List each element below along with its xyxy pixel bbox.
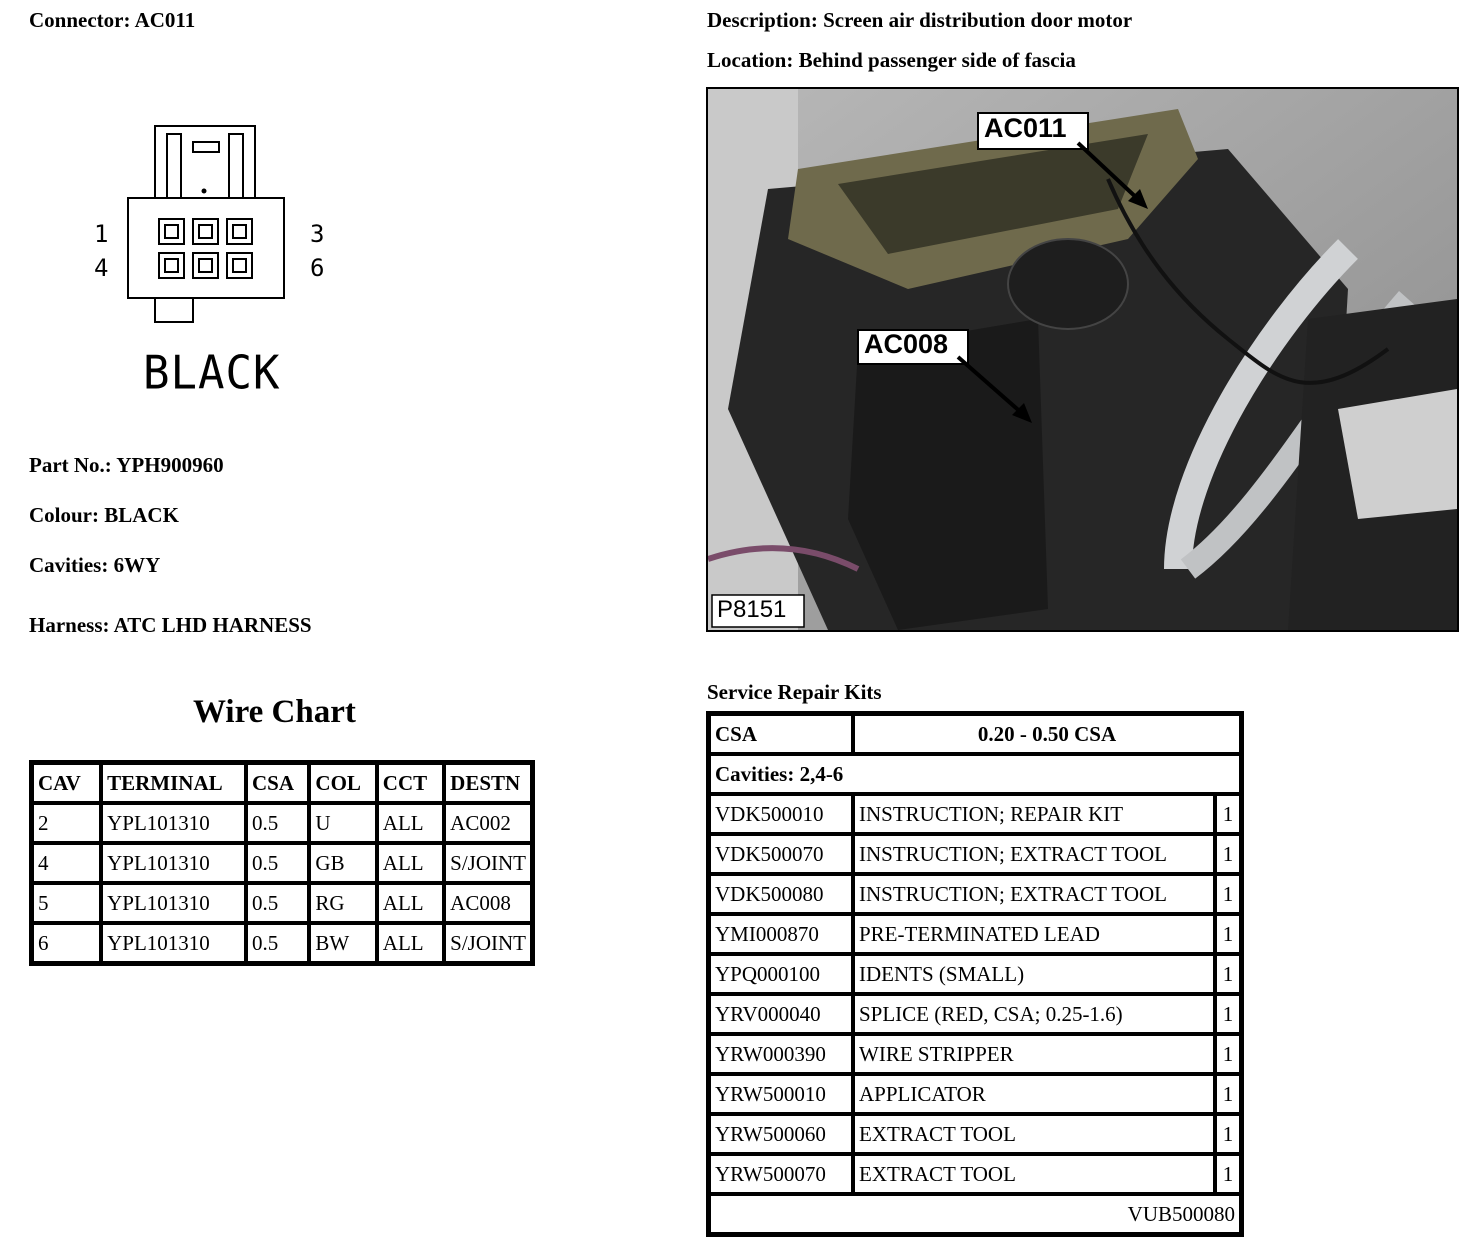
header-cct: CCT <box>377 763 444 803</box>
kit-qty: 1 <box>1215 1034 1241 1074</box>
table-row <box>709 794 1241 834</box>
kit-part: YRW500010 <box>709 1074 853 1114</box>
pin-label-3: 3 <box>310 220 325 248</box>
kit-desc: IDENTS (SMALL) <box>853 954 1215 994</box>
kit-qty: 1 <box>1215 1114 1241 1154</box>
cell-cav: 4 <box>32 843 101 883</box>
table-row <box>709 1154 1241 1194</box>
csa-label: CSA <box>709 714 853 754</box>
location-photo <box>706 87 1459 632</box>
pin-label-4: 4 <box>94 254 109 282</box>
cell-terminal: YPL101310 <box>101 883 246 923</box>
header-csa: CSA <box>246 763 309 803</box>
table-row <box>709 1114 1241 1154</box>
service-kits-table <box>706 711 1244 1237</box>
pin-label-1: 1 <box>94 220 109 248</box>
description-label: Description: Screen air distribution door motor <box>707 8 1133 32</box>
cell-destn: S/JOINT <box>444 843 532 883</box>
cell-cav: 5 <box>32 883 101 923</box>
table-row <box>709 1074 1241 1114</box>
table-row <box>32 883 532 923</box>
cell-terminal: YPL101310 <box>101 843 246 883</box>
kit-part: VDK500080 <box>709 874 853 914</box>
kits-footer-row <box>709 1194 1241 1234</box>
cell-col: BW <box>309 923 376 963</box>
kit-qty: 1 <box>1215 834 1241 874</box>
service-kits-title: Service Repair Kits <box>707 680 882 704</box>
kit-qty: 1 <box>1215 1154 1241 1194</box>
connector-label: Connector: AC011 <box>29 8 196 32</box>
wire-chart-title: Wire Chart <box>193 694 356 730</box>
table-row <box>709 994 1241 1034</box>
kit-number: VUB500080 <box>709 1194 1241 1234</box>
table-row <box>32 923 532 963</box>
cell-cct: ALL <box>377 803 444 843</box>
kits-cavities-row <box>709 754 1241 794</box>
cavities: Cavities: 6WY <box>29 553 161 577</box>
header-terminal: TERMINAL <box>101 763 246 803</box>
pin-label-6: 6 <box>310 254 325 282</box>
kit-desc: EXTRACT TOOL <box>853 1114 1215 1154</box>
kit-qty: 1 <box>1215 794 1241 834</box>
cell-destn: S/JOINT <box>444 923 532 963</box>
kit-desc: INSTRUCTION; EXTRACT TOOL <box>853 874 1215 914</box>
kit-desc: SPLICE (RED, CSA; 0.25-1.6) <box>853 994 1215 1034</box>
table-row <box>709 954 1241 994</box>
table-row <box>709 1034 1241 1074</box>
cell-csa: 0.5 <box>246 803 309 843</box>
kit-qty: 1 <box>1215 874 1241 914</box>
kit-part: YRW500060 <box>709 1114 853 1154</box>
wire-chart-table <box>29 760 535 966</box>
kit-part: YPQ000100 <box>709 954 853 994</box>
connector-color-text: BLACK <box>143 346 281 401</box>
kit-qty: 1 <box>1215 914 1241 954</box>
cell-terminal: YPL101310 <box>101 923 246 963</box>
location-label: Location: Behind passenger side of fascia <box>707 48 1076 72</box>
kit-part: YRW000390 <box>709 1034 853 1074</box>
cell-terminal: YPL101310 <box>101 803 246 843</box>
kit-desc: WIRE STRIPPER <box>853 1034 1215 1074</box>
cell-cct: ALL <box>377 923 444 963</box>
cell-destn: AC008 <box>444 883 532 923</box>
cell-cct: ALL <box>377 843 444 883</box>
kit-part: YRV000040 <box>709 994 853 1034</box>
cell-destn: AC002 <box>444 803 532 843</box>
table-row <box>709 914 1241 954</box>
photo-callout-ac008: AC008 <box>864 329 949 359</box>
table-row <box>709 874 1241 914</box>
cell-cav: 6 <box>32 923 101 963</box>
photo-callout-ac011: AC011 <box>984 113 1067 143</box>
wire-chart-header-row <box>32 763 532 803</box>
kit-desc: APPLICATOR <box>853 1074 1215 1114</box>
csa-value: 0.20 - 0.50 CSA <box>853 714 1241 754</box>
cell-col: U <box>309 803 376 843</box>
cell-col: GB <box>309 843 376 883</box>
part-number: Part No.: YPH900960 <box>29 453 224 477</box>
table-row <box>32 843 532 883</box>
connector-face-drawing <box>90 120 310 330</box>
cell-cct: ALL <box>377 883 444 923</box>
table-row <box>709 834 1241 874</box>
cell-col: RG <box>309 883 376 923</box>
header-col: COL <box>309 763 376 803</box>
cell-csa: 0.5 <box>246 883 309 923</box>
kit-desc: INSTRUCTION; EXTRACT TOOL <box>853 834 1215 874</box>
colour: Colour: BLACK <box>29 503 179 527</box>
kit-desc: EXTRACT TOOL <box>853 1154 1215 1194</box>
cell-csa: 0.5 <box>246 843 309 883</box>
table-row <box>32 803 532 843</box>
kit-part: VDK500070 <box>709 834 853 874</box>
harness: Harness: ATC LHD HARNESS <box>29 613 312 637</box>
photo-reference: P8151 <box>717 596 787 623</box>
cell-cav: 2 <box>32 803 101 843</box>
kit-part: YRW500070 <box>709 1154 853 1194</box>
kit-part: YMI000870 <box>709 914 853 954</box>
kits-cavities: Cavities: 2,4-6 <box>709 754 1241 794</box>
kits-csa-row <box>709 714 1241 754</box>
kit-desc: PRE-TERMINATED LEAD <box>853 914 1215 954</box>
kit-qty: 1 <box>1215 994 1241 1034</box>
header-destn: DESTN <box>444 763 532 803</box>
kit-qty: 1 <box>1215 1074 1241 1114</box>
cell-csa: 0.5 <box>246 923 309 963</box>
kit-desc: INSTRUCTION; REPAIR KIT <box>853 794 1215 834</box>
kit-part: VDK500010 <box>709 794 853 834</box>
header-cav: CAV <box>32 763 101 803</box>
kit-qty: 1 <box>1215 954 1241 994</box>
photo-illustration <box>708 89 1457 630</box>
